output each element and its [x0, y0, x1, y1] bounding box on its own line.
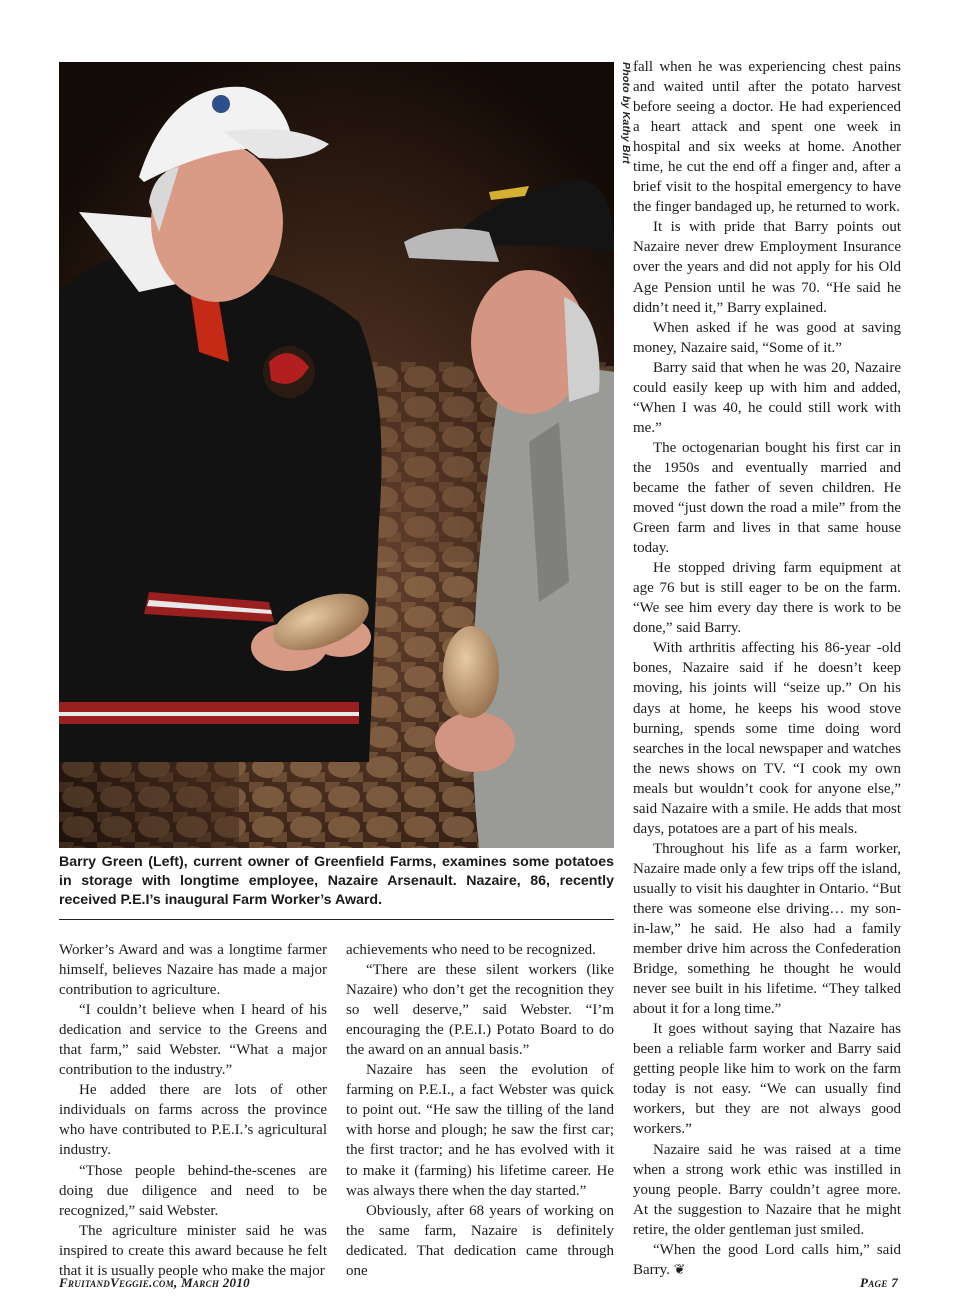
paragraph: Barry said that when he was 20, Nazaire could easily keep up with him and added, “When I was 40, he could still work with me.” [633, 359, 901, 436]
paragraph: achievements who need to be recognized. [346, 942, 596, 958]
photo-credit: Photo by Kathy Birt [620, 62, 632, 164]
paragraph: When asked if he was good at saving money, Nazaire said, “Some of it.” [633, 319, 901, 356]
text-column-2 [346, 940, 614, 1281]
paragraph: The octogenarian bought his first car in the 1950s and eventually married and became the father of seven children. He moved “just down the road a mile” from the Green farm and lives in that same house today. [633, 439, 901, 557]
article-photo [59, 62, 614, 848]
paragraph: With arthritis affecting his 86-year -old bones, Nazaire said if he doesn’t keep moving, his joints will “seize up.” On his days at home, he keeps his wood stove burning, spends some time doing word searches in the local newspaper and watches the news shows on TV. “I cook my own meals but wouldn’t cook for anyone else,” said Nazaire with a smile. He adds that most days, potatoes are a part of his meals. [633, 640, 901, 837]
final-paragraph [633, 1240, 901, 1280]
paragraph: It is with pride that Barry points out Nazaire never drew Employment Insurance over the years and did not apply for his Old Age Pension until he was 70. “He said he didn’t need it,” Barry explained. [633, 219, 901, 316]
paragraph: “I couldn’t believe when I heard of his dedication and service to the Greens and that farm,” said Webster. “What a major contribution to the industry.” [59, 1002, 327, 1079]
footer-page-number: Page 7 [860, 1275, 898, 1290]
caption-divider [59, 919, 614, 920]
paragraph: Nazaire said he was raised at a time when a strong work ethic was instilled in young people. Barry couldn’t agree more. At the suggestion to Nazaire that he might retire, the older gentleman just smiled. [633, 1141, 901, 1238]
paragraph: It goes without saying that Nazaire has been a reliable farm worker and Barry said getting people like him to work on the farm today is not easy. “We can usually find workers, but they are not always good workers.” [633, 1021, 901, 1138]
paragraph: He added there are lots of other individuals on farms across the province who have contributed to P.E.I.’s agricultural industry. [59, 1082, 327, 1159]
paragraph: fall when he was experiencing chest pains and waited until after the potato harvest before seeing a doctor. He had experienced a heart attack and spent one week in hospital and six weeks at home. Another time, he cut the end off a finger and, after a brief visit to the hospital emergency to have the finger bandaged up, he returned to work. [633, 59, 901, 216]
text-column-1 [59, 940, 327, 1281]
paragraph: The agriculture minister said he was inspired to create this award because he felt that it is usually people who make the major [59, 1222, 327, 1279]
text-column-3 [633, 57, 901, 1280]
paragraph: Throughout his life as a farm worker, Nazaire made only a few trips off the island, usually to visit his daughter in Ontario. “But there was someone else driving… my son-in-law,” he said. He also had a family member drive him across the Confederation Bridge, something he thought he would never see built in his lifetime. “They talked about it for a long time.” [633, 840, 901, 1018]
end-of-article-icon: ❦ [673, 1261, 686, 1278]
paragraph: Obviously, after 68 years of working on the same farm, Nazaire is definitely dedicated. That dedication came through one [346, 1202, 614, 1279]
footer-publication: FruitandVeggie.com, March 2010 [59, 1275, 250, 1290]
paragraph: He stopped driving farm equipment at age 76 but is still eager to be on the farm. “We see him every day there is work to be done,” said Barry. [633, 560, 901, 637]
photo-illustration [59, 62, 614, 848]
final-paragraph-text: “When the good Lord calls him,” said Barry. [633, 1241, 901, 1278]
photo-caption: Barry Green (Left), current owner of Greenfield Farms, examines some potatoes in storage with longtime employee, Nazaire Arsenault. Nazaire, 86, recently received P.E.I’s inaugural Farm Worker’s Award. [59, 854, 614, 908]
paragraph: Worker’s Award and was a longtime farmer himself, believes Nazaire has made a major contribution to agriculture. [59, 942, 327, 999]
paragraph: Nazaire has seen the evolution of farming on P.E.I., a fact Webster was quick to point out. “He saw the tilling of the land with horse and plough; he saw the first car; the first tractor; and he has evolved with it to make it (farming) his lifetime career. He was always there when the day started.” [346, 1062, 614, 1199]
paragraph: “Those people behind-the-scenes are doing due diligence and need to be recognized,” said Webster. [59, 1162, 327, 1219]
paragraph: “There are these silent workers (like Nazaire) who don’t get the recognition they so well deserve,” said Webster. “I’m encouraging the (P.E.I.) Potato Board to do the award on an annual basis.” [346, 962, 614, 1059]
